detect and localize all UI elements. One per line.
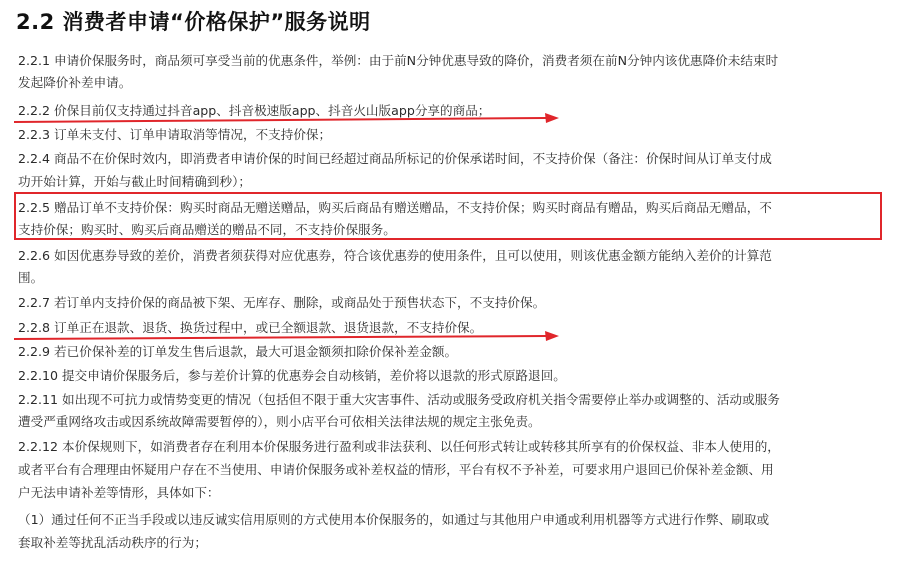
- highlight-box: [14, 192, 882, 240]
- text-line: 2.2.7 若订单内支持价保的商品被下架、无库存、删除，或商品处于预售状态下，不支持价保。: [18, 295, 546, 310]
- underline-arrow-icon: [14, 113, 559, 127]
- text-line: 遭受严重网络攻击或因系统故障需要暂停的），则小店平台可依相关法律法规的规定主张免责。: [18, 414, 541, 429]
- underline-arrow-icon: [14, 330, 559, 344]
- text-line: 围。: [18, 270, 44, 285]
- text-line: 2.2.2 价保目前仅支持通过抖音app、抖音极速版app、抖音火山版app分享的商品；: [18, 103, 491, 118]
- text-line: 2.2.10 提交申请价保服务后，参与差价计算的优惠券会自动核销，差价将以退款的形式原路退回。: [18, 368, 566, 383]
- document-title: 2.2 消费者申请“价格保护”服务说明: [16, 10, 371, 34]
- text-line: 户无法申请补差等情形，具体如下：: [18, 485, 220, 500]
- text-line: 2.2.9 若已价保补差的订单发生售后退款，最大可退金额须扣除价保补差金额。: [18, 344, 458, 359]
- text-line: 2.2.6 如因优惠券导致的差价，消费者须获得对应优惠券，符合该优惠券的使用条件，且可以使用，则该优惠金额方能纳入差价的计算范: [18, 248, 772, 263]
- text-line: 2.2.8 订单正在退款、退货、换货过程中，或已全额退款、退货退款，不支持价保。: [18, 320, 483, 335]
- text-line: 2.2.11 如出现不可抗力或情势变更的情况（包括但不限于重大灾害事件、活动或服务受政府机关指令需要停止举办或调整的、活动或服务: [18, 392, 780, 407]
- text-line: （1）通过任何不正当手段或以违反诚实信用原则的方式使用本价保服务的，如通过与其他用户申通或利用机器等方式进行作弊、刷取或: [18, 512, 770, 527]
- text-line: 功开始计算，开始与截止时间精确到秒）；: [18, 174, 251, 189]
- text-line: 支持价保；购买时、购买后商品赠送的赠品不同，不支持价保服务。: [18, 222, 396, 237]
- text-line: 发起降价补差申请。: [18, 75, 132, 90]
- text-line: 套取补差等扰乱活动秩序的行为；: [18, 535, 207, 550]
- text-line: 2.2.4 商品不在价保时效内，即消费者申请价保的时间已经超过商品所标记的价保承诺时间，不支持价保（备注：价保时间从订单支付成: [18, 151, 772, 166]
- text-line: 或者平台有合理理由怀疑用户存在不当使用、申请价保服务或补差权益的情形，平台有权不予补差，可要求用户退回已价保补差金额、用: [18, 462, 774, 477]
- text-line: 2.2.3 订单未支付、订单申请取消等情况，不支持价保；: [18, 127, 332, 142]
- text-line: 2.2.5 赠品订单不支持价保：购买时商品无赠送赠品，购买后商品有赠送赠品，不支持价保；购买时商品有赠品，购买后商品无赠品，不: [18, 200, 772, 215]
- text-line: 2.2.1 申请价保服务时，商品须可享受当前的优惠条件，举例：由于前N分钟优惠导致的降价，消费者须在前N分钟内该优惠降价未结束时: [18, 53, 779, 68]
- text-line: 2.2.12 本价保规则下，如消费者存在利用本价保服务进行盈利或非法获利、以任何形式转让或转移其所享有的价保权益、非本人使用的，: [18, 439, 780, 454]
